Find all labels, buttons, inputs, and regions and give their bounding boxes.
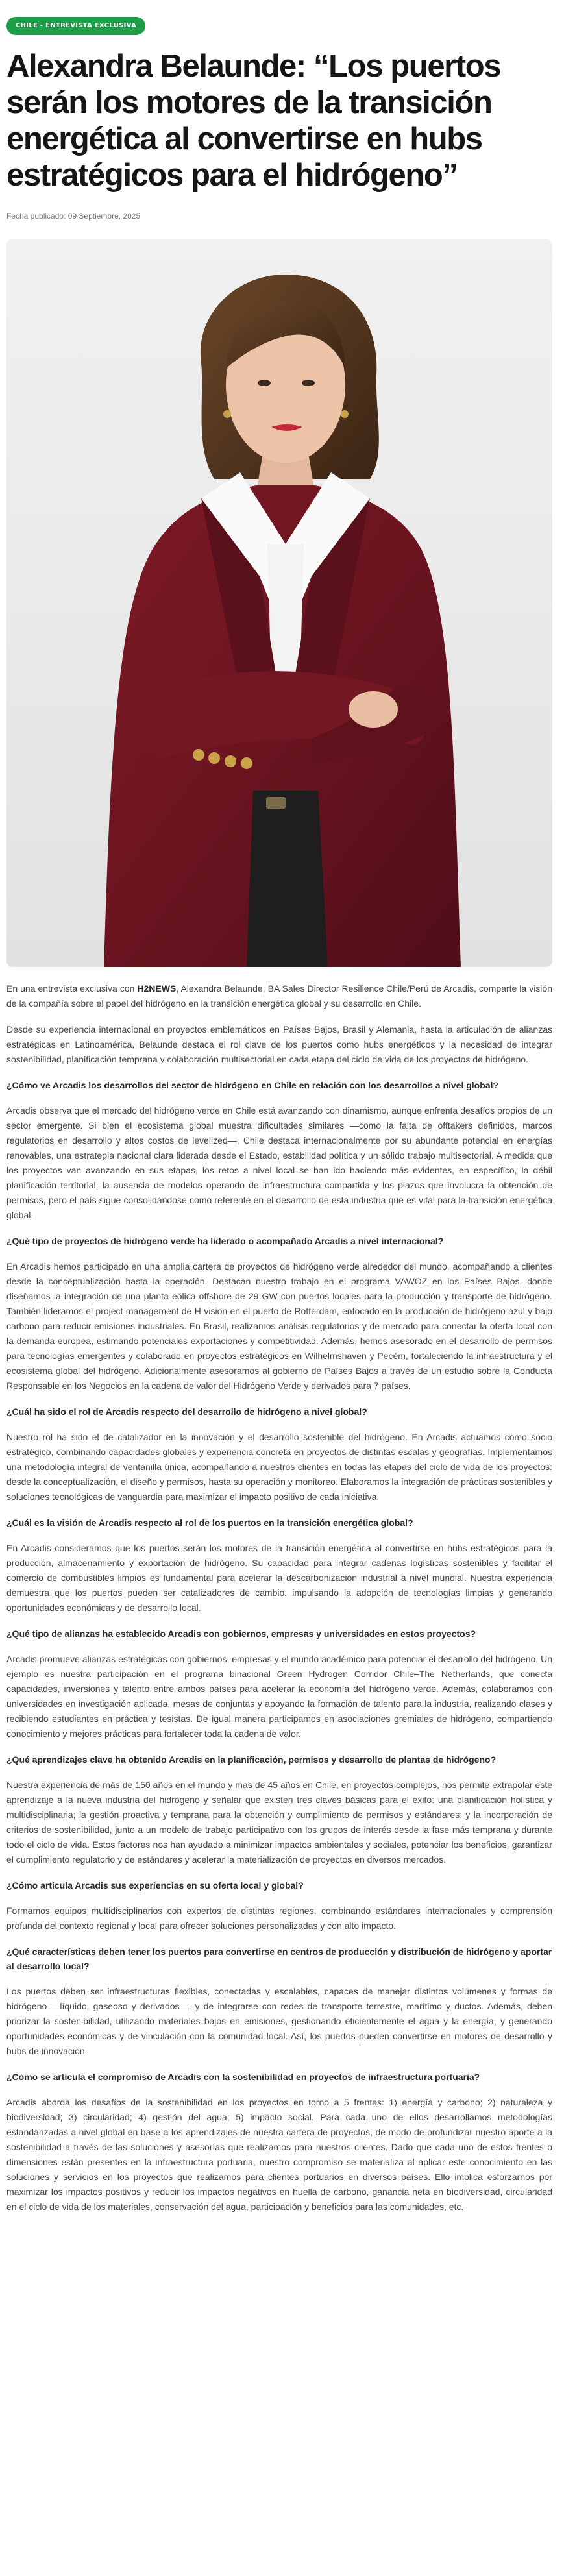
intro-paragraph (6, 981, 552, 1011)
category-badge[interactable]: CHILE - ENTREVISTA EXCLUSIVA (6, 17, 145, 35)
question-2: ¿Qué tipo de proyectos de hidrógeno verde ha liderado o acompañado Arcadis a nivel internacional? (6, 1236, 444, 1246)
answer-7: Formamos equipos multidisciplinarios con expertos de distintas regiones, combinando estándares internacionales y comprensión profunda del contexto regional y local para ofrecer soluciones personalizadas y con alto impacto. (6, 1906, 552, 1931)
answer-8: Los puertos deben ser infraestructuras flexibles, conectadas y escalables, capaces de manejar distintos volúmenes y formas de hidrógeno —líquido, gaseoso y derivados—, y de integrarse con redes de transporte terrestre, marítimo y ductos. Además, deben priorizar la sostenibilidad, utilizando materiales bajos en emisiones, gestionando eficientemente el agua y la energía, y generando oportunidades económicas y de vinculación con la comunidad local. Así, los puertos pueden convertirse en motores de desarrollo y hubs de innovación. (6, 1986, 552, 2056)
question-6: ¿Qué aprendizajes clave ha obtenido Arcadis en la planificación, permisos y desarrollo de plantas de hidrógeno? (6, 1754, 497, 1765)
paragraph-2: Desde su experiencia internacional en proyectos emblemáticos en Países Bajos, Brasil y Alemania, hasta la articulación de alianzas estratégicas en Latinoamérica, Belaunde destaca el rol clave de los puertos como hubs energéticos y la necesidad de integrar sostenibilidad, planificación temprana y colaboración multisectorial en cada etapa del ciclo de vida de los proyectos de hidrógeno. (6, 1024, 552, 1064)
publish-date: Fecha publicado: 09 Septiembre, 2025 (6, 212, 141, 221)
answer-9: Arcadis aborda los desafíos de la sostenibilidad en los proyectos en torno a 5 frentes: 1) energía y carbono; 2) naturaleza y biodiversidad; 3) circularidad; 4) gestión del agua; 5) impacto social. Para cada uno de ellos desarrollamos metodologías estandarizadas a nivel global en base a los aprendizajes de nuestra cartera de proyectos, de modo de profundizar nuestro aporte a la sostenibilidad a través de las soluciones y asesorías que realizamos para nuestros clientes. Dado que cada uno de estos frentes o dimensiones están presentes en la infraestructura portuaria, nuestro compromiso se materializa al aplicar este conocimiento en las soluciones y servicios en los proyectos que realizamos para clientes portuarios en diversos países. Ello implica esforzarnos por maximizar los impactos positivos y reducir los impactos negativos en huella de carbono, ganancia neta en biodiversidad, circularidad en el ciclo de vida de los materiales, conservación del agua, participación y beneficios para las comunidades, etc. (6, 2097, 552, 2212)
intro-brand: H2NEWS (137, 983, 177, 994)
article-body (6, 981, 552, 2226)
answer-1: Arcadis observa que el mercado del hidrógeno verde en Chile está avanzando con dinamismo, aunque enfrenta desafíos propios de un sector emergente. Si bien el ecosistema global muestra dificultades similares —como la falta de offtakers definidos, marcos regulatorios en desarrollo y altos costos de levelized—, Chile destaca internacionalmente por su abundante potencial en energías renovables, una estrategia nacional clara liderada desde el Estado, estabilidad política y un sólido trabajo multisectorial. A medida que los proyectos van avanzando en sus etapas, los retos a nivel local se han ido haciendo más evidentes, en específico, la débil planificación territorial, la ausencia de modelos operando de infraestructura compartida y los plazos que involucra la obtención de permisos, pero el país sigue consolidándose como referente en el desarrollo de esta industria que es vital para la transición energética global. (6, 1105, 552, 1220)
answer-2: En Arcadis hemos participado en una amplia cartera de proyectos de hidrógeno verde alrededor del mundo, acompañando a clientes desde la conceptualización hasta la operación. Destacan nuestro trabajo en el programa VAWOZ en los Países Bajos, donde diseñamos la integración de una planta eólica offshore de 29 GW con puertos locales para la producción y transporte de hidrógeno. También lideramos el project management de H-vision en el puerto de Rotterdam, enfocado en la producción de hidrógeno azul y bajo carbono para reducir emisiones industriales. En Brasil, realizamos análisis regulatorios y de mercado para conectar la oferta local con la demanda europea, estimando potenciales exportaciones y competitividad. Además, hemos asesorado en el desarrollo de permisos para tecnologías emergentes y colaborado en proyectos estratégicos en Wilhelmshaven y Pecém, fortaleciendo la infraestructura y el ecosistema global del hidrógeno. Adicionalmente asesoramos al gobierno de Países Bajos a través de un estudio sobre la Conducta Responsable en los Negocios en la cadena de valor del Hidrógeno Verde y derivados para 7 países. (6, 1261, 552, 1391)
question-7: ¿Cómo articula Arcadis sus experiencias en su oferta local y global? (6, 1880, 304, 1891)
answer-6: Nuestra experiencia de más de 150 años en el mundo y más de 45 años en Chile, en proyectos complejos, nos permite extrapolar este aprendizaje a la nueva industria del hidrógeno y señalar que existen tres claves básicas para el éxito: una planificación holística y multidisciplinaria; la gestión proactiva y temprana para la obtención y cumplimiento de permisos y estándares; y la incorporación de criterios de sostenibilidad, junto a un modelo de trabajo participativo con los grupos de interés desde la fase más temprana y durante todo el ciclo de vida. Estos factores nos han ayudado a minimizar impactos ambientales y sociales, potenciar los beneficios, garantizar el cumplimiento regulatorio y de estándares y acelerar la materialización de proyectos en diversos mercados. (6, 1780, 552, 1865)
question-1: ¿Cómo ve Arcadis los desarrollos del sector de hidrógeno en Chile en relación con los desarrollos a nivel global? (6, 1080, 499, 1090)
question-4: ¿Cuál es la visión de Arcadis respecto al rol de los puertos en la transición energética global? (6, 1517, 413, 1528)
hero-portrait-image (6, 239, 552, 967)
question-8: ¿Qué características deben tener los puertos para convertirse en centros de producción y distribución de hidrógeno y aportar al desarrollo local? (6, 1946, 552, 1971)
question-9: ¿Cómo se articula el compromiso de Arcadis con la sostenibilidad en proyectos de infraestructura portuaria? (6, 2072, 480, 2082)
article-title: Alexandra Belaunde: “Los puertos serán los motores de la transición energética al convertirse en hubs estratégicos para el hidrógeno” (6, 49, 501, 193)
portrait-illustration (6, 239, 552, 967)
answer-5: Arcadis promueve alianzas estratégicas con gobiernos, empresas y el mundo académico para potenciar el desarrollo del hidrógeno. Un ejemplo es nuestra participación en el programa binacional Green Hydrogen Corridor Chile–The Netherlands, que conecta capacidades, inversiones y talento entre ambos países para acelerar la economía del hidrógeno verde. Además, colaboramos con universidades en investigación aplicada, mesas de conjuntas y apoyando la formación de talento para la industria, realizando clases y recibiendo estudiantes en práctica y tesistas. De igual manera participamos en asociaciones gremiales de hidrógeno, compartiendo conocimiento y mejores prácticas para fortalecer toda la cadena de valor. (6, 1654, 552, 1739)
answer-3: Nuestro rol ha sido el de catalizador en la innovación y el desarrollo sostenible del hidrógeno. En Arcadis actuamos como socio estratégico, combinando capacidades globales y experiencia concreta en proyectos de distintas escalas y geografías. Implementamos una metodología integral de ventanilla única, acompañando a nuestros clientes en todas las etapas del ciclo de vida de los proyectos: desde la conceptualización, el diseño y permisos, hasta su operación y monitoreo. Elaboramos la integración de prácticas sostenibles y soluciones tecnológicas de vanguardia para maximizar el impacto positivo de cada iniciativa. (6, 1432, 552, 1502)
answer-4: En Arcadis consideramos que los puertos serán los motores de la transición energética al convertirse en hubs estratégicos para la producción, almacenamiento y exportación de hidrógeno. Su capacidad para integrar cadenas logísticas sostenibles y facilitar el comercio de combustibles limpios es fundamental para acelerar la descarbonización industrial a nivel mundial. Nuestra experiencia demuestra que los puertos pueden ser catalizadores de cambio, impulsando la adopción de tecnologías limpias y generando oportunidades económicas y de desarrollo local. (6, 1543, 552, 1613)
question-5: ¿Qué tipo de alianzas ha establecido Arcadis con gobiernos, empresas y universidades en estos proyectos? (6, 1628, 476, 1639)
intro-text: En una entrevista exclusiva con (6, 983, 138, 994)
question-3: ¿Cuál ha sido el rol de Arcadis respecto del desarrollo de hidrógeno a nivel global? (6, 1406, 367, 1417)
intro-text-rest: , Alexandra Belaunde, BA Sales Director Resilience Chile/Perú de Arcadis, comparte la visión de la compañía sobre el papel del hidrógeno en la transición energética global y su desarrollo en Chile. (6, 983, 552, 1009)
